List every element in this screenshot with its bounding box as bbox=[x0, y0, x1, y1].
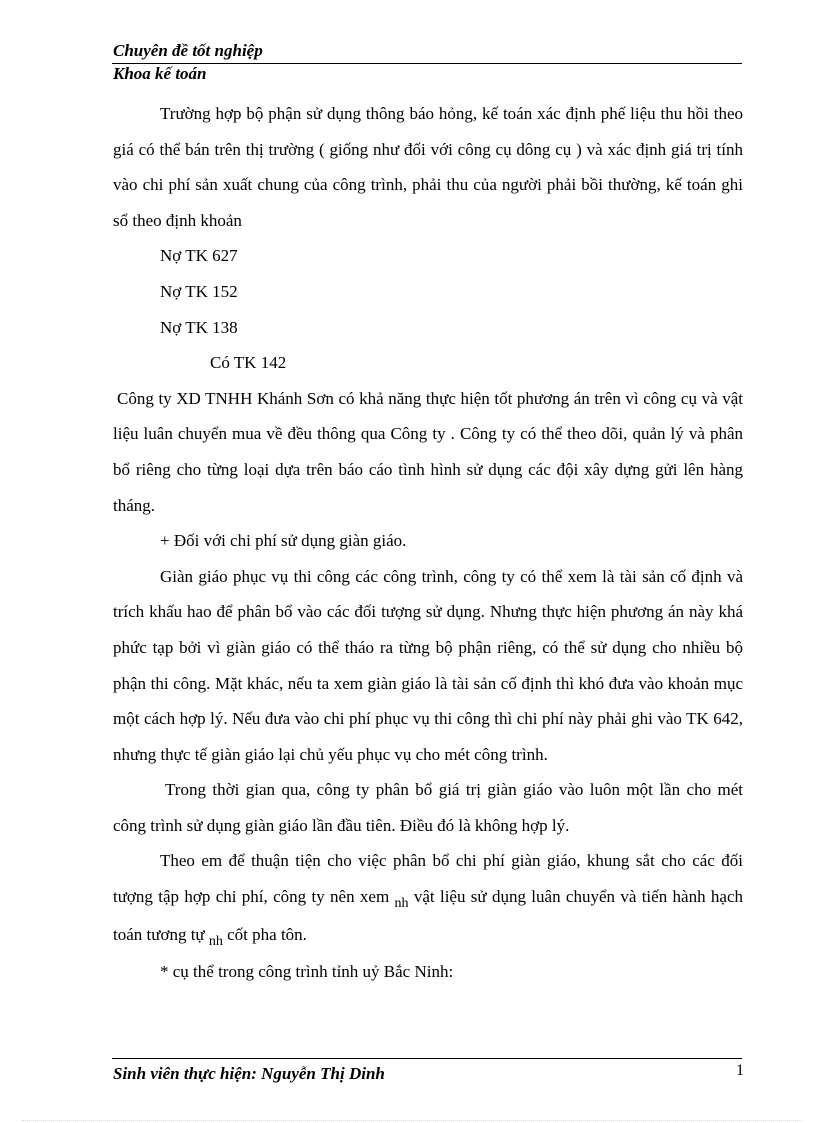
paragraph-3: Giàn giáo phục vụ thi công các công trình, công ty có thể xem là tài sản cố định và trích khấu hao để phân bổ vào các đối tượng sử dụng. Nhưng thực hiện phương án này khá phức tạp bởi vì giàn giáo có thể tháo ra từng bộ phận riêng, có thể sử dụng cho nhiều bộ phận thi công. Mặt khác, nếu ta xem giàn giáo là tài sản cố định thì khó đưa vào khoản mục một cách hợp lý. Nếu đưa vào chi phí phục vụ thi công thì chi phí này phải ghi vào TK 642, nhưng thực tế giàn giáo lại chủ yếu phục vụ cho mét công trình. bbox=[113, 566, 743, 764]
debit-entry-2: Nợ TK 152 bbox=[160, 281, 238, 301]
bullet-scaffolding: + Đối với chi phí sử dụng giàn giáo. bbox=[160, 531, 407, 551]
header-title: Chuyên đề tốt nghiệp bbox=[113, 41, 263, 60]
paragraph-5-part-b: vật liệu sử dụng luân chuyển và tiến hành hạch toán tương tự bbox=[113, 887, 744, 944]
debit-entry-1: Nợ TK 627 bbox=[160, 246, 238, 266]
body-content bbox=[113, 96, 743, 990]
debit-entry-3: Nợ TK 138 bbox=[160, 317, 238, 337]
footer-divider bbox=[112, 1058, 742, 1059]
footer-author: Sinh viên thực hiện: Nguyễn Thị Dinh bbox=[113, 1064, 385, 1083]
header-department: Khoa kế toán bbox=[113, 64, 207, 83]
credit-entry: Có TK 142 bbox=[210, 353, 287, 373]
abbrev-nh-1: nh bbox=[394, 896, 409, 912]
paragraph-5 bbox=[113, 843, 743, 954]
page-number: 1 bbox=[736, 1062, 744, 1079]
paragraph-5-part-c: cốt pha tôn. bbox=[222, 924, 307, 944]
paragraph-5-part-a: Theo em để thuận tiện cho việc phân bổ chi phí giàn giáo, khung sắt cho các đối tượng tập hợp chi phí, công ty nên xem bbox=[113, 851, 743, 907]
paragraph-1: Trường hợp bộ phận sử dụng thông báo hỏng, kế toán xác định phế liệu thu hồi theo giá có thể bán trên thị trường ( giống như đối với công cụ dông cụ ) và xác định giá trị tính vào chi phí sản xuất chung của công trình, phải thu của người phải bồi thường, kế toán ghi sổ theo định khoản bbox=[113, 104, 743, 230]
paragraph-4: Trong thời gian qua, công ty phân bổ giá trị giàn giáo vào luôn một lần cho mét công trình sử dụng giàn giáo lần đầu tiên. Điều đó là không hợp lý. bbox=[113, 780, 743, 835]
paragraph-2: Công ty XD TNHH Khánh Sơn có khả năng thực hiện tốt phương án trên vì công cụ và vật liệu luân chuyển mua về đều thông qua Công ty . Công ty có thể theo dõi, quản lý và phân bổ riêng cho từng loại dựa trên báo cáo tình hình sử dụng các đội xây dựng gửi lên hàng tháng. bbox=[113, 388, 743, 515]
page-bottom-edge bbox=[22, 1120, 802, 1121]
bullet-bac-ninh: * cụ thể trong công trình tỉnh uỷ Bắc Ninh: bbox=[160, 962, 454, 982]
abbrev-nh-2: nh bbox=[208, 933, 223, 949]
